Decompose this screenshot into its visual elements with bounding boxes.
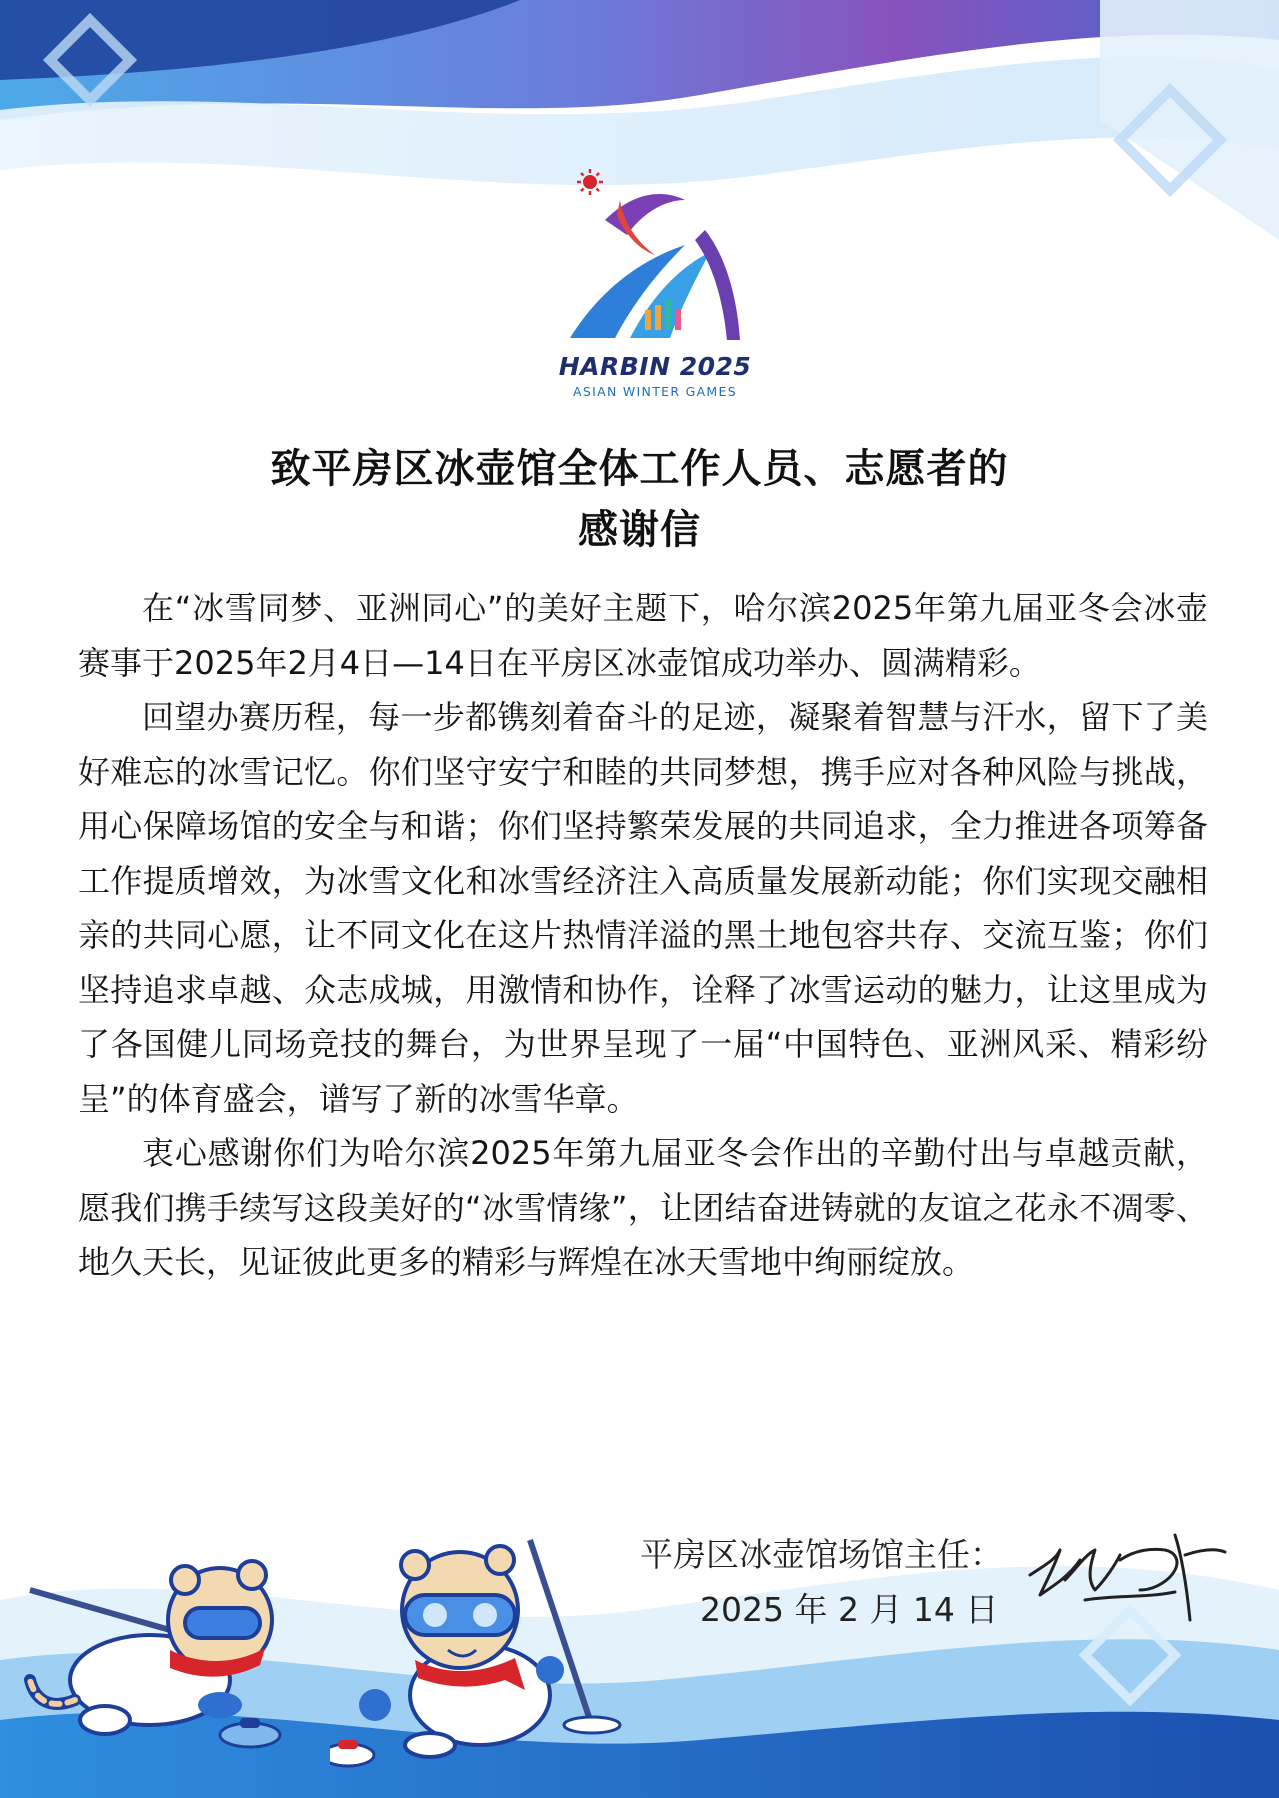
logo-emblem-icon [545,160,765,350]
letter-body [78,581,1208,1290]
letter-title-line-2: 感谢信 [578,507,701,553]
handwritten-signature-icon [1025,1520,1235,1630]
logo-subtitle: ASIAN WINTER GAMES [573,384,737,399]
harbin-2025-logo [545,160,765,400]
paragraph: 在“冰雪同梦、亚洲同心”的美好主题下，哈尔滨2025年第九届亚冬会冰壶赛事于2025年2月4日—14日在平房区冰壶馆成功举办、圆满精彩。 [78,589,1208,682]
letter-title-line-1: 致平房区冰壶馆全体工作人员、志愿者的 [270,446,1009,492]
sun-emblem-icon [577,169,603,195]
mascot-binbin-icon [20,1530,310,1760]
signatory-title: 平房区冰壶馆场馆主任： [640,1535,1003,1574]
mascot-nini-icon [330,1530,630,1780]
paragraph: 衷心感谢你们为哈尔滨2025年第九届亚冬会作出的辛勤付出与卓越贡献，愿我们携手续写这段美好的“冰雪情缘”，让团结奋进铸就的友谊之花永不凋零、地久天长，见证彼此更多的精彩与辉煌在冰天雪地中绚丽绽放。 [78,1134,1208,1281]
logo-title: HARBIN 2025 [558,352,752,381]
paragraph: 回望办赛历程，每一步都镌刻着奋斗的足迹，凝聚着智慧与汗水，留下了美好难忘的冰雪记忆。你们坚守安宁和睦的共同梦想，携手应对各种风险与挑战，用心保障场馆的安全与和谐；你们坚持繁荣发展的共同追求，全力推进各项筹备工作提质增效，为冰雪文化和冰雪经济注入高质量发展新动能；你们实现交融相亲的共同心愿，让不同文化在这片热情洋溢的黑土地包容共存、交流互鉴；你们坚持追求卓越、众志成城，用激情和协作，诠释了冰雪运动的魅力，让这里成为了各国健儿同场竞技的舞台，为世界呈现了一届“中国特色、亚洲风采、精彩纷呈”的体育盛会，谱写了新的冰雪华章。 [78,698,1208,1118]
letter-date: 2025 年 2 月 14 日 [700,1590,999,1629]
